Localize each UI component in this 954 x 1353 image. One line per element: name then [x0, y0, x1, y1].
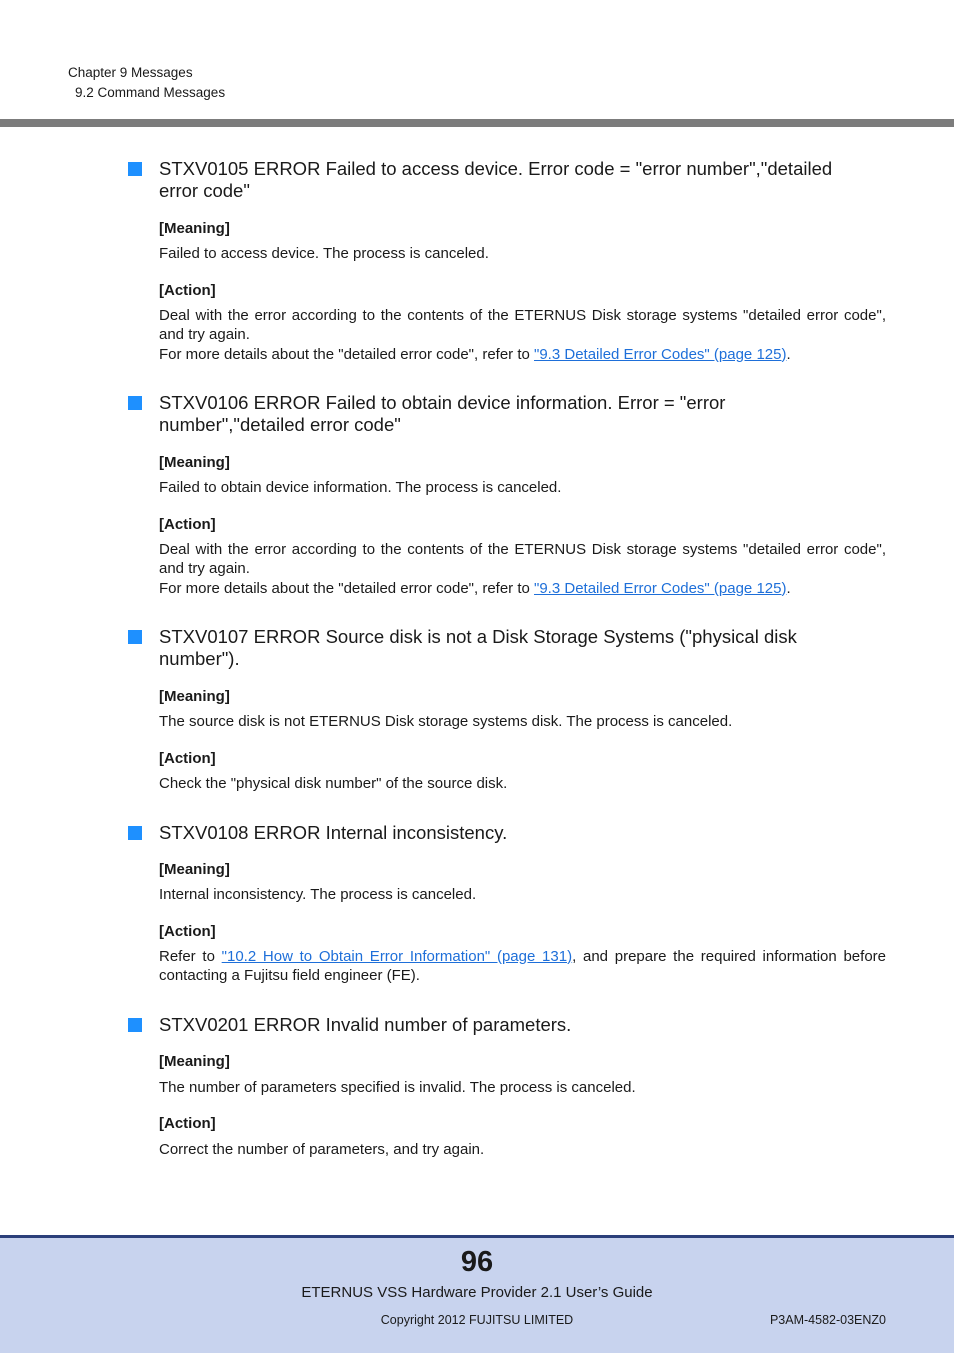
action-text: Check the "physical disk number" of the source disk. — [159, 774, 508, 792]
message-title: STXV0106 ERROR Failed to obtain device information. Error = "error number","detailed error code" — [159, 392, 726, 435]
action-text: Deal with the error according to the contents of the ETERNUS Disk storage systems "detailed error code", and try again. — [159, 306, 886, 343]
meaning-label: [Meaning] — [159, 454, 230, 471]
square-bullet-icon — [128, 826, 142, 840]
action-label: [Action] — [159, 922, 216, 940]
message-stxv0105 — [128, 158, 888, 364]
action-text: Correct the number of parameters, and try again. — [159, 1140, 485, 1158]
square-bullet-icon — [128, 1018, 142, 1032]
message-stxv0106 — [128, 392, 888, 598]
detail-text: For more details about the "detailed error code", refer to "9.3 Detailed Error Codes" (page 125). — [159, 579, 791, 597]
action-text: Refer to "10.2 How to Obtain Error Information" (page 131), and prepare the required information before contacting a Fujitsu field engineer (FE). — [159, 947, 886, 984]
page-footer — [0, 1235, 954, 1353]
action-label: [Action] — [159, 515, 216, 533]
meaning-label: [Meaning] — [159, 220, 230, 237]
meaning-label: [Meaning] — [159, 861, 230, 878]
detailed-error-codes-link[interactable]: "9.3 Detailed Error Codes" (page 125) — [534, 345, 787, 363]
obtain-error-information-link[interactable]: "10.2 How to Obtain Error Information" (page 131) — [221, 947, 573, 965]
action-text: Deal with the error according to the contents of the ETERNUS Disk storage systems "detailed error code", and try again. — [159, 540, 886, 577]
meaning-label: [Meaning] — [159, 1053, 230, 1070]
meaning-text: Internal inconsistency. The process is canceled. — [159, 886, 477, 903]
message-stxv0201 — [128, 1014, 888, 1159]
meaning-text: The number of parameters specified is invalid. The process is canceled. — [159, 1079, 636, 1096]
meaning-text: The source disk is not ETERNUS Disk storage systems disk. The process is canceled. — [159, 713, 733, 730]
message-stxv0107 — [128, 626, 888, 793]
guide-title: ETERNUS VSS Hardware Provider 2.1 User’s Guide — [301, 1284, 653, 1301]
chapter-label: Chapter 9 Messages — [68, 65, 193, 80]
action-label: [Action] — [159, 281, 216, 299]
action-label: [Action] — [159, 1114, 216, 1132]
message-stxv0108 — [128, 822, 888, 986]
meaning-text: Failed to obtain device information. The process is canceled. — [159, 479, 562, 496]
message-title: STXV0201 ERROR Invalid number of parameters. — [159, 1014, 572, 1035]
detail-text: For more details about the "detailed error code", refer to "9.3 Detailed Error Codes" (page 125). — [159, 345, 791, 363]
detailed-error-codes-link[interactable]: "9.3 Detailed Error Codes" (page 125) — [534, 579, 787, 597]
copyright: Copyright 2012 FUJITSU LIMITED — [380, 1313, 574, 1327]
header-rule — [0, 119, 954, 127]
message-title: STXV0108 ERROR Internal inconsistency. — [159, 822, 508, 843]
message-title: STXV0107 ERROR Source disk is not a Disk Storage Systems ("physical disk number"). — [159, 626, 797, 669]
section-label: 9.2 Command Messages — [75, 85, 226, 100]
square-bullet-icon — [128, 630, 142, 644]
square-bullet-icon — [128, 162, 142, 176]
document-id: P3AM-4582-03ENZ0 — [769, 1313, 886, 1327]
page-number: 96 — [460, 1246, 494, 1278]
meaning-text: Failed to access device. The process is canceled. — [159, 245, 489, 262]
message-title: STXV0105 ERROR Failed to access device. Error code = "error number","detailed error code" — [159, 158, 833, 201]
meaning-label: [Meaning] — [159, 688, 230, 705]
square-bullet-icon — [128, 396, 142, 410]
running-header — [68, 63, 225, 103]
action-label: [Action] — [159, 749, 216, 767]
